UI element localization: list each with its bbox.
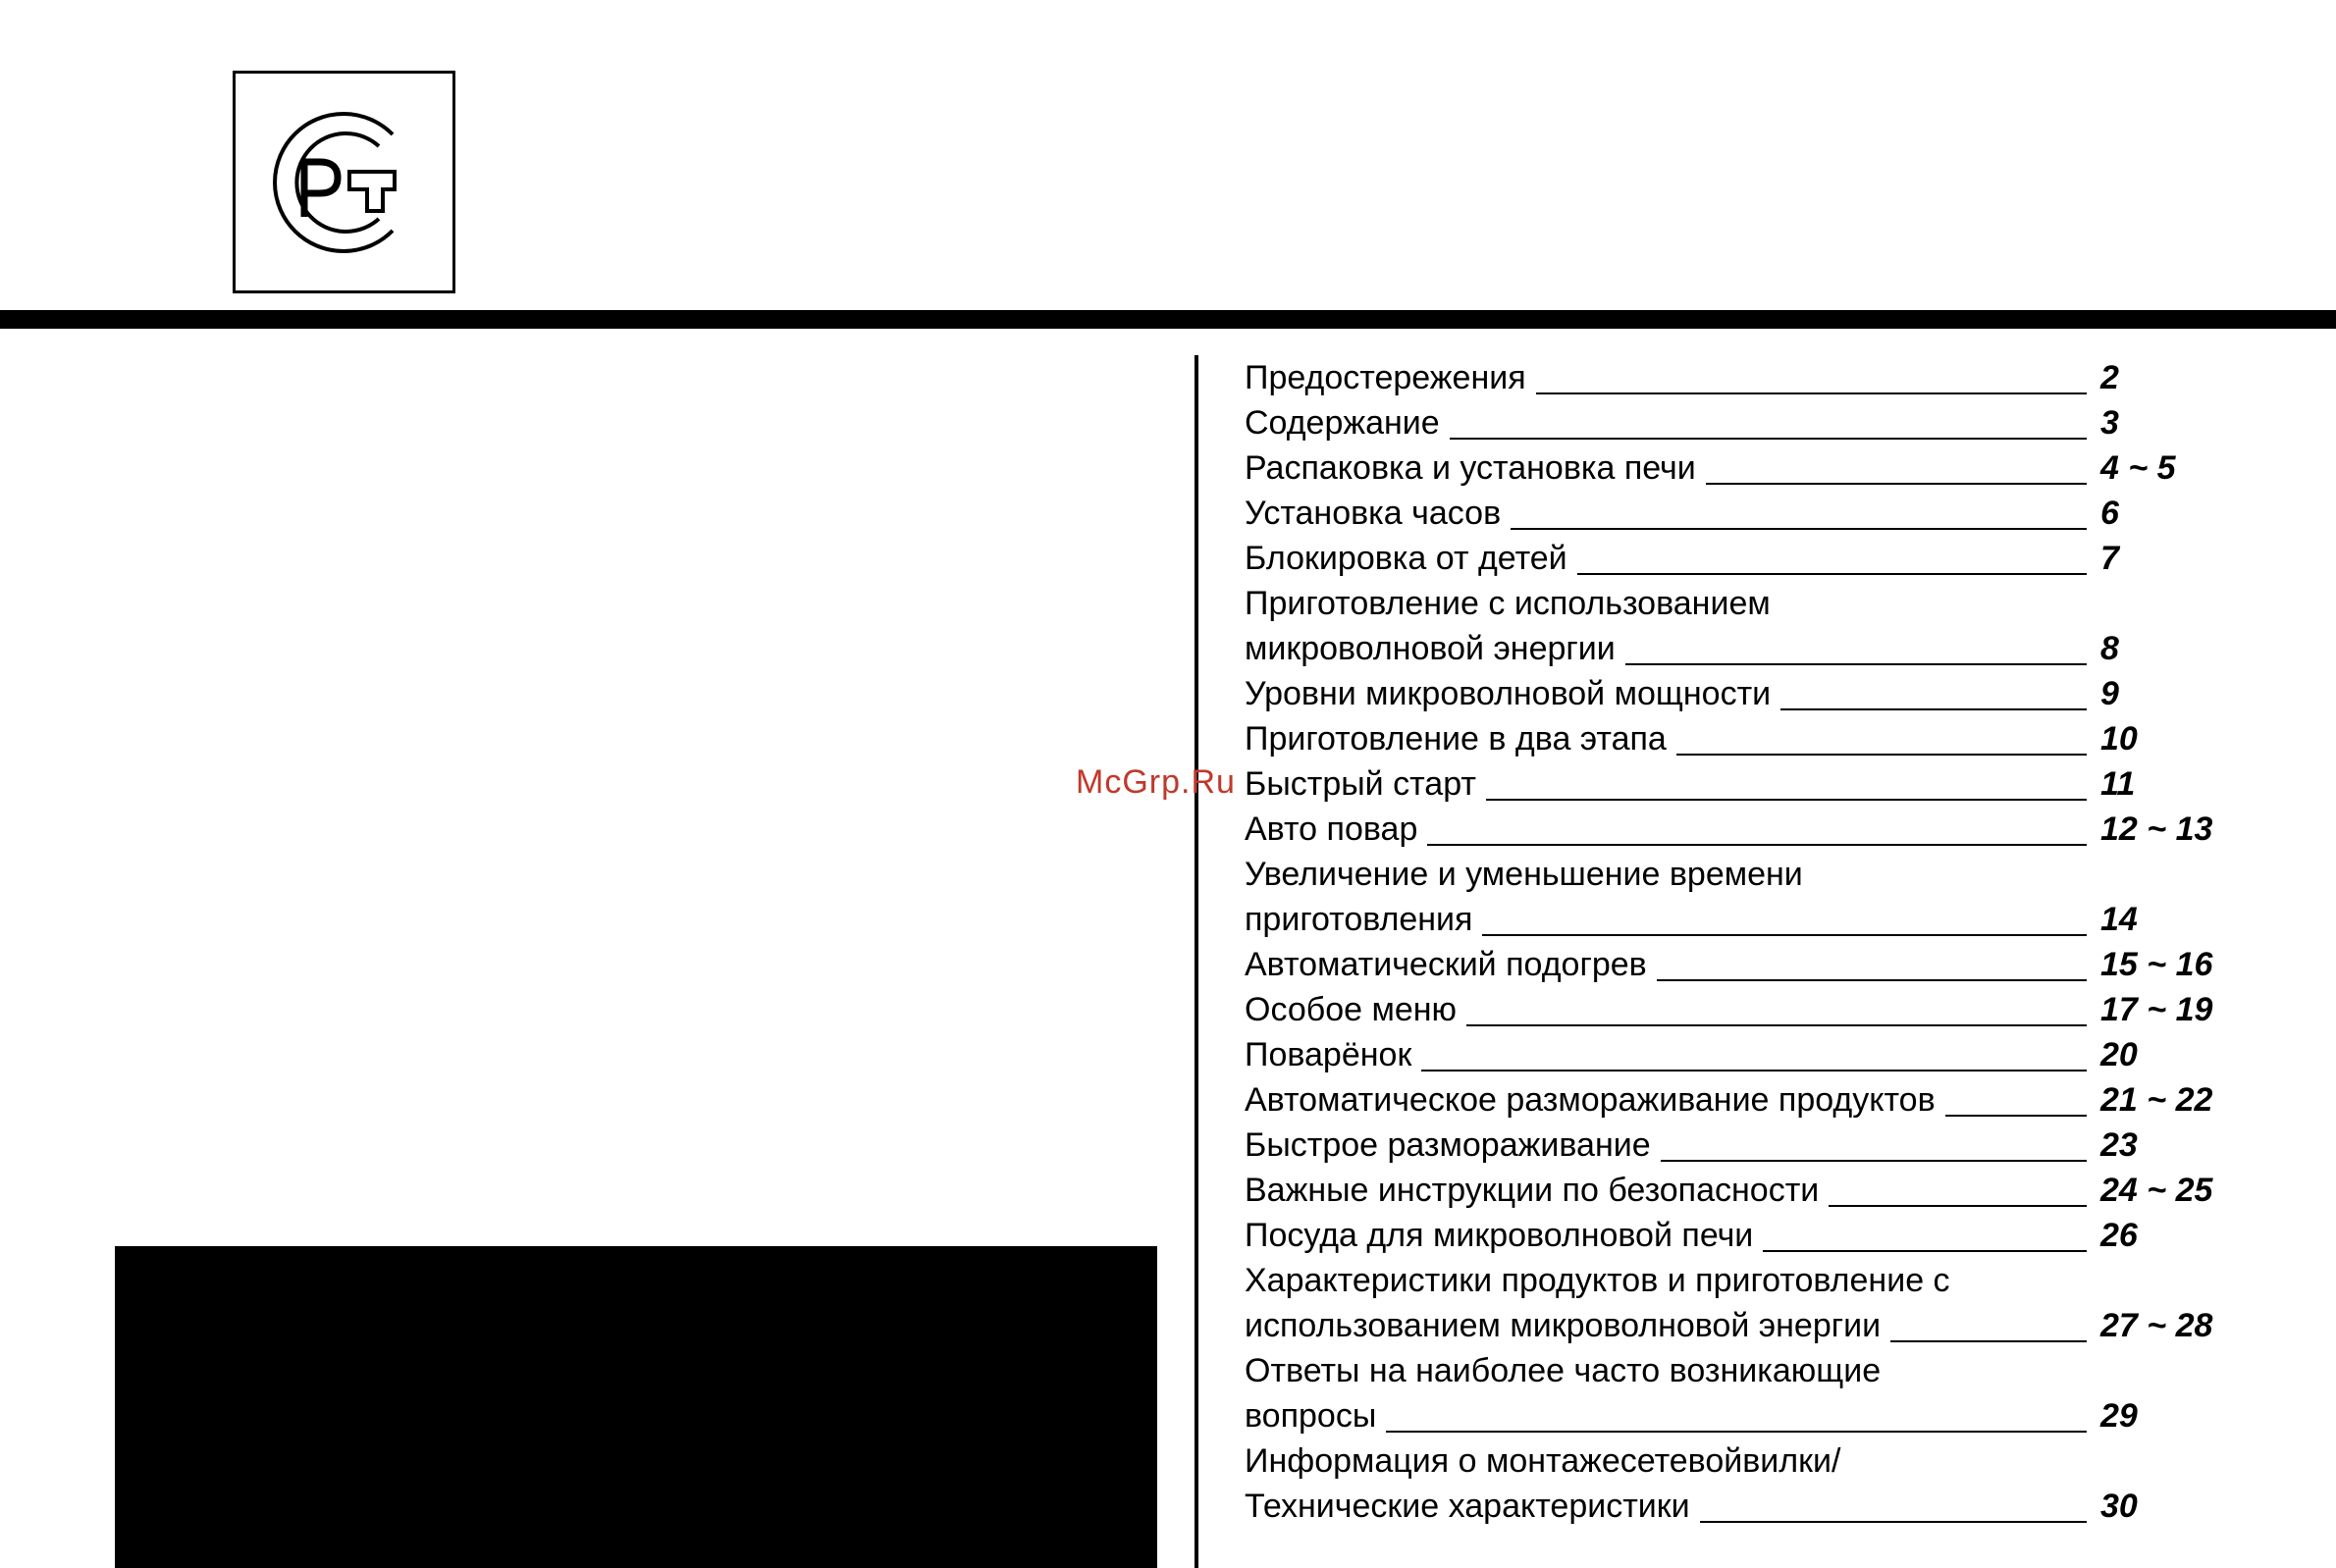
toc-page-number: 6 [2100,495,2119,532]
toc-entry-title: Особое меню [1245,987,1466,1032]
toc-entry [1245,897,2246,942]
certification-logo [233,71,455,293]
toc-entry-title: Блокировка от детей [1245,536,1577,581]
toc-page-number: 2 [2100,359,2119,396]
toc-page-number: 24 ~ 25 [2100,1172,2213,1209]
toc-entry [1245,491,2246,536]
toc-entry-title: использованием микроволновой энергии [1245,1303,1890,1348]
toc-entry [1245,1077,2246,1123]
header-divider [0,310,2336,329]
toc-entry [1245,671,2246,716]
toc-page-number: 20 [2100,1036,2138,1073]
toc-entry-title: Технические характеристики [1245,1484,1700,1529]
toc-entry-title: Увеличение и уменьшение времени [1245,852,1813,897]
toc-page-number: 29 [2100,1397,2138,1435]
toc-page-number: 10 [2100,720,2138,758]
toc-entry [1245,536,2246,581]
toc-page-number: 23 [2100,1126,2138,1164]
toc-page-number: 21 ~ 22 [2100,1081,2213,1119]
toc-page-number: 3 [2100,404,2119,442]
toc-entry [1245,1032,2246,1077]
toc-entry [1245,355,2246,400]
toc-entry [1245,626,2246,671]
toc-entry [1245,1213,2246,1258]
toc-entry-title: Распаковка и установка печи [1245,445,1706,491]
toc-page-number: 7 [2100,540,2119,577]
toc-page-number: 11 [2100,765,2136,803]
watermark: McGrp.Ru [1076,763,1236,801]
toc-entry-title: Информация о монтажесетевойвилки/ [1245,1438,1850,1484]
toc-entry [1245,1258,2246,1303]
toc-entry-title: Приготовление в два этапа [1245,716,1676,761]
toc-entry [1245,942,2246,987]
toc-entry [1245,761,2246,807]
toc-entry [1245,1438,2246,1484]
toc-entry-title: Ответы на наиболее часто возникающие [1245,1348,1890,1393]
toc-entry-title: Важные инструкции по безопасности [1245,1168,1829,1213]
toc-entry-title: Поварёнок [1245,1032,1421,1077]
toc-entry-title: Предостережения [1245,355,1536,400]
toc-page-number: 27 ~ 28 [2100,1307,2213,1344]
toc-page-number: 17 ~ 19 [2100,991,2213,1028]
toc-page-number: 15 ~ 16 [2100,946,2213,983]
column-divider [1195,355,1198,1568]
toc-entry [1245,1348,2246,1393]
toc-page-number: 12 ~ 13 [2100,810,2213,848]
toc-entry-title: приготовления [1245,897,1482,942]
toc-entry [1245,716,2246,761]
toc-entry [1245,1303,2246,1348]
toc-entry-title: вопросы [1245,1393,1386,1438]
toc-entry [1245,1393,2246,1438]
black-panel [115,1246,1157,1568]
toc-entry [1245,852,2246,897]
toc-entry-title: Уровни микроволновой мощности [1245,671,1780,716]
toc-page-number: 30 [2100,1488,2138,1525]
toc-entry-title: Приготовление с использованием [1245,581,1780,626]
toc-entry [1245,445,2246,491]
toc-entry-title: Посуда для микроволновой печи [1245,1213,1763,1258]
toc-entry-title: Автоматическое размораживание продуктов [1245,1077,1945,1123]
toc-entry-title: Автоматический подогрев [1245,942,1657,987]
toc-entry [1245,807,2246,852]
toc-entry [1245,1168,2246,1213]
table-of-contents [1245,355,2246,1529]
toc-entry-title: Установка часов [1245,491,1511,536]
toc-page-number: 26 [2100,1217,2138,1254]
toc-entry-title: Быстрое размораживание [1245,1123,1661,1168]
rst-certification-mark-icon [263,101,425,263]
toc-entry [1245,1123,2246,1168]
toc-page-number: 8 [2100,630,2119,667]
toc-entry [1245,400,2246,445]
toc-entry-title: микроволновой энергии [1245,626,1625,671]
toc-entry [1245,1484,2246,1529]
toc-entry-title: Авто повар [1245,807,1427,852]
toc-entry-title: Характеристики продуктов и приготовление с [1245,1258,1960,1303]
toc-entry [1245,581,2246,626]
toc-entry-title: Содержание [1245,400,1450,445]
toc-page-number: 14 [2100,901,2138,938]
toc-page-number: 9 [2100,675,2119,712]
toc-entry [1245,987,2246,1032]
toc-entry-title: Быстрый старт [1245,761,1486,807]
toc-page-number: 4 ~ 5 [2100,449,2176,487]
